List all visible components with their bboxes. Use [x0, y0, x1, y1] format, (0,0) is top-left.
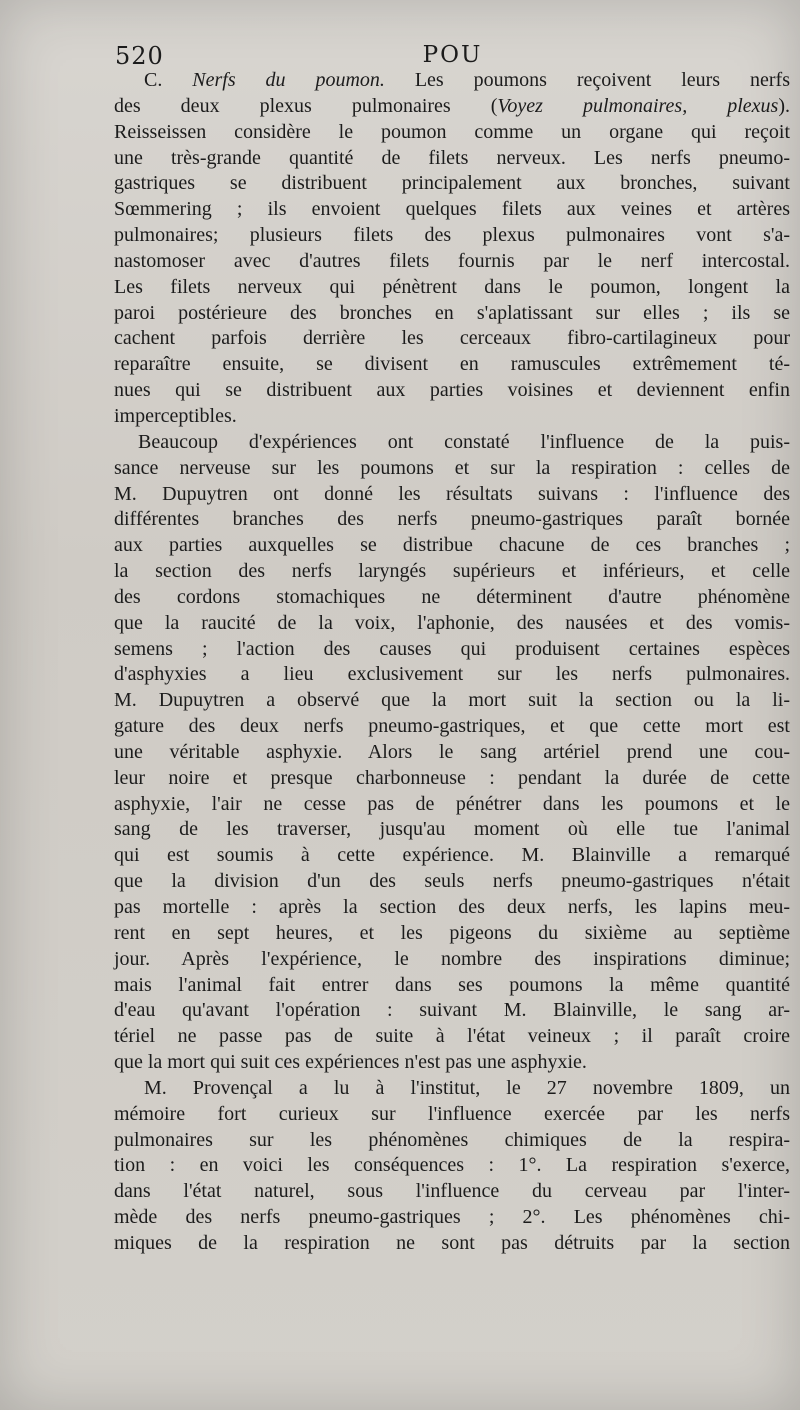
- text-line: différentes branches des nerfs pneumo-gastriques paraît bornée: [114, 508, 790, 531]
- text-line: aux parties auxquelles se distribue chacune de ces branches ;: [114, 534, 790, 557]
- text-line: [114, 68, 790, 94]
- paragraph-experiences: [114, 430, 790, 1076]
- text-line: que la raucité de la voix, l'aphonie, des nausées et des vomis-: [114, 611, 790, 634]
- text-line: qui est soumis à cette expérience. M. Blainville a remarqué: [114, 844, 790, 867]
- text-line: nastomoser avec d'autres filets fournis par le nerf intercostal.: [114, 249, 790, 272]
- text-line: pulmonaires; plusieurs filets des plexus pulmonaires vont s'a-: [114, 224, 790, 247]
- text-line: mais l'animal fait entrer dans ses poumons la même quantité: [114, 973, 790, 996]
- section-letter: C.: [144, 69, 193, 91]
- text-line: tion : en voici les conséquences : 1°. La respiration s'exerce,: [114, 1154, 790, 1177]
- text-line: que la division d'un des seuls nerfs pneumo-gastriques n'était: [114, 870, 790, 893]
- text-line: semens ; l'action des causes qui produisent certaines espèces: [114, 637, 790, 660]
- running-head: POU: [422, 42, 483, 68]
- text-line: d'eau qu'avant l'opération : suivant M. Blainville, le sang ar-: [114, 999, 790, 1022]
- text-line: pas mortelle : après la section des deux nerfs, les lapins meu-: [114, 896, 790, 918]
- text-line: sance nerveuse sur les poumons et sur la respiration : celles de: [114, 456, 790, 479]
- text-line: mède des nerfs pneumo-gastriques ; 2°. Les phénomènes chi-: [114, 1206, 790, 1229]
- text-line: M. Dupuytren ont donné les résultats suivans : l'influence des: [114, 482, 790, 505]
- text-line: paroi postérieure des bronches en s'aplatissant sur elles ; ils se: [114, 301, 790, 324]
- text-line: imperceptibles.: [114, 404, 237, 427]
- text-line: cachent parfois derrière les cerceaux fibro-cartilagineux pour: [114, 327, 790, 350]
- text-line: Reisseissen considère le poumon comme un organe qui reçoit: [114, 120, 790, 143]
- text-line: nues qui se distribuent aux parties voisines et deviennent enfin: [114, 379, 790, 402]
- text-line: asphyxie, l'air ne cesse pas de pénétrer dans les poumons et le: [114, 792, 790, 815]
- text-line: gature des deux nerfs pneumo-gastriques, et que cette mort est: [114, 715, 790, 738]
- text-line: des cordons stomachiques ne déterminent d'autre phénomène: [114, 585, 790, 608]
- text-line: mémoire fort curieux sur l'influence exercée par les nerfs: [114, 1102, 790, 1125]
- text-line: une très-grande quantité de filets nerveux. Les nerfs pneumo-: [114, 146, 790, 169]
- text-line: gastriques se distribuent principalement aux bronches, suivant: [114, 172, 790, 195]
- text-line: tériel ne passe pas de suite à l'état veineux ; il paraît croire: [114, 1025, 790, 1048]
- text-line: que la mort qui suit ces expériences n'est pas une asphyxie.: [114, 1051, 587, 1074]
- text-line: une véritable asphyxie. Alors le sang artériel prend une cou-: [114, 740, 790, 763]
- text-line: sang de les traverser, jusqu'au moment où elle tue l'animal: [114, 818, 790, 841]
- text-line: pulmonaires sur les phénomènes chimiques de la respira-: [114, 1128, 790, 1151]
- text-line: M. Provençal a lu à l'institut, le 27 novembre 1809, un: [144, 1076, 790, 1099]
- cross-reference: Voyez pulmonaires, plexus: [497, 94, 779, 117]
- text-line: Sœmmering ; ils envoient quelques filets aux veines et artères: [114, 198, 790, 221]
- paragraph-provencal: [114, 1076, 790, 1257]
- text-line: dans l'état naturel, sous l'influence du cerveau par l'inter-: [114, 1180, 790, 1203]
- text-line: d'asphyxies a lieu exclusivement sur les nerfs pulmonaires.: [114, 663, 790, 686]
- text-line-rest: Les poumons reçoivent leurs nerfs: [384, 69, 790, 91]
- text-line: leur noire et presque charbonneuse : pendant la durée de cette: [114, 766, 790, 789]
- text-line: Les filets nerveux qui pénètrent dans le poumon, longent la: [114, 275, 790, 298]
- text-line: Beaucoup d'expériences ont constaté l'influence de la puis-: [138, 430, 790, 453]
- text-line: M. Dupuytren a observé que la mort suit la section ou la li-: [114, 689, 790, 712]
- text-line: rent en sept heures, et les pigeons du sixième au septième: [114, 921, 790, 944]
- text-line: jour. Après l'expérience, le nombre des inspirations diminue;: [114, 947, 790, 970]
- section-title: Nerfs du poumon.: [192, 69, 385, 91]
- body-text: [114, 68, 790, 1257]
- text-line: reparaître ensuite, se divisent en ramuscules extrêmement té-: [114, 353, 790, 376]
- text-line: miques de la respiration ne sont pas détruits par la section: [114, 1231, 790, 1254]
- page-number: 520: [115, 42, 164, 70]
- text-line: des deux plexus pulmonaires (Voyez pulmonaires, plexus).: [114, 94, 791, 117]
- paragraph-nerfs: [114, 68, 790, 430]
- text-line: la section des nerfs laryngés supérieurs et inférieurs, et celle: [114, 560, 790, 583]
